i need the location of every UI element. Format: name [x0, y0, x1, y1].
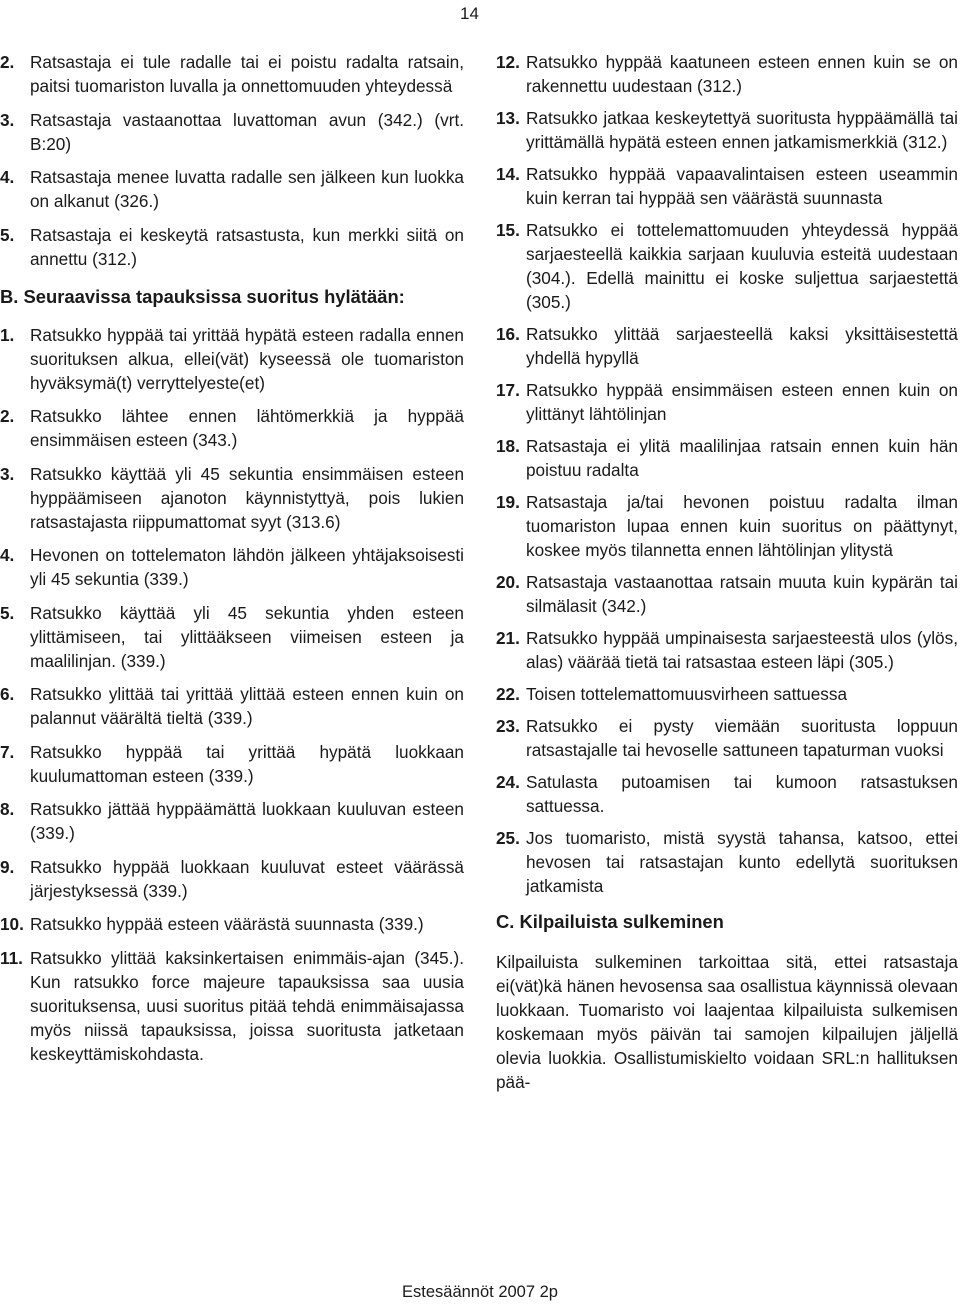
item-number: 2. [0, 406, 15, 426]
item-text: Ratsukko ylittää sarjaesteellä kaksi yksittäisestettä yhdellä hypyllä [526, 324, 958, 368]
item-text: Ratsukko hyppää ensimmäisen esteen ennen kuin on ylittänyt lähtölinjan [526, 380, 958, 424]
item-text: Ratsukko käyttää yli 45 sekuntia ensimmäisen esteen hyppäämiseen ajanoton käynnistyttyä, pois lukien ratsastajasta riippumattomat syyt (313.6) [30, 463, 464, 532]
item-text: Ratsastaja ei ylitä maalilinjaa ratsain ennen kuin hän poistuu radalta [526, 436, 958, 480]
rule-list-right [496, 50, 958, 898]
item-text: Ratsukko jatkaa keskeytettyä suoritusta hyppäämällä tai yrittämällä hypätä esteen ennen jatkamismerkkiä (312.) [526, 108, 958, 152]
item-text: Ratsukko hyppää tai yrittää hypätä luokkaan kuulumattoman esteen (339.) [30, 741, 464, 786]
list-item [496, 770, 958, 818]
item-number: 23. [496, 716, 520, 736]
item-number: 5. [0, 602, 15, 623]
item-text: Ratsukko ylittää tai yrittää ylittää esteen ennen kuin on palannut väärältä tieltä (339.) [30, 684, 464, 728]
item-number: 7. [0, 741, 15, 762]
item-number: 4. [0, 545, 15, 565]
item-number: 20. [496, 572, 520, 592]
list-item [496, 322, 958, 370]
item-number: 12. [496, 52, 520, 72]
list-item [0, 223, 464, 271]
item-text: Ratsastaja ja/tai hevonen poistuu radalta ilman tuomariston lupaa ennen kuin suoritus on päättynyt, koskee myös tilannetta ennen lähtölinjan ylitystä [526, 492, 958, 560]
item-number: 2. [0, 52, 15, 72]
item-text: Ratsukko hyppää luokkaan kuuluvat esteet väärässä järjestyksessä (339.) [30, 856, 464, 901]
item-number: 3. [0, 463, 15, 484]
item-text: Ratsukko ylittää kaksinkertaisen enimmäis-ajan (345.). Kun ratsukko force majeure tapauksissa saa uusia suorituksensa, uusi suoritus pitää tehdä enimmäisajassa myös niissä tapauksissa, joissa suoritusta jatketaan keskeyttämiskohdasta. [30, 947, 464, 1064]
item-number: 8. [0, 799, 15, 819]
item-number: 24. [496, 772, 520, 792]
item-number: 22. [496, 684, 520, 704]
list-item [0, 797, 464, 845]
list-item [496, 50, 958, 98]
list-item [496, 490, 958, 562]
item-text: Toisen tottelemattomuusvirheen sattuessa [526, 684, 848, 704]
item-number: 3. [0, 109, 15, 130]
page-footer: Estesäännöt 2007 2p [402, 1283, 558, 1301]
rule-list-top [0, 50, 464, 271]
item-number: 19. [496, 492, 520, 512]
item-text: Ratsastaja menee luvatta radalle sen jälkeen kun luokka on alkanut (326.) [30, 167, 464, 211]
item-text: Ratsukko ei tottelemattomuuden yhteydessä hyppää sarjaesteellä kaikkia sarjaan kuuluvia esteitä uudestaan (304.). Edellä mainittu ei koske suljettua sarjaestettä (305.) [526, 220, 958, 312]
list-item [496, 626, 958, 674]
item-text: Hevonen on tottelematon lähdön jälkeen yhtäjaksoisesti yli 45 sekuntia (339.) [30, 545, 464, 589]
section-c-paragraph: Kilpailuista sulkeminen tarkoittaa sitä, ettei ratsastaja ei(vät)kä hänen hevosensa saa osallistua käynnissä olevaan luokkaan. Tuomaristo voi laajentaa kilpailuista sulkemisen koskemaan myös päivän tai samojen kilpailujen jäljellä olevia luokkia. Osallistumiskielto voidaan SRL:n hallituksen pää- [496, 952, 958, 1092]
section-b-title: Seuraavissa tapauksissa suoritus hylätään: [23, 285, 405, 307]
list-item [0, 323, 464, 395]
item-number: 15. [496, 220, 520, 240]
item-number: 9. [0, 856, 15, 877]
list-item [496, 570, 958, 618]
list-item [496, 682, 958, 706]
list-item [0, 462, 464, 534]
section-b-heading [0, 285, 464, 309]
item-text: Ratsastaja vastaanottaa luvattoman avun (342.) (vrt. B:20) [30, 109, 464, 154]
list-item [0, 543, 464, 591]
list-item [0, 946, 464, 1066]
item-text: Ratsukko ei pysty viemään suoritusta loppuun ratsastajalle tai hevoselle sattuneen tapaturman vuoksi [526, 716, 958, 760]
list-item [0, 601, 464, 673]
item-text: Ratsukko hyppää tai yrittää hypätä esteen radalla ennen suorituksen alkua, ellei(vät) kyseessä ole tuomariston hyväksymä(t) verryttelyeste(et) [30, 324, 464, 393]
list-item [0, 855, 464, 903]
item-number: 10. [0, 914, 24, 934]
item-number: 21. [496, 628, 520, 648]
list-item [0, 912, 464, 936]
page-number: 14 [460, 4, 479, 23]
item-number: 6. [0, 684, 15, 704]
item-number: 13. [496, 108, 520, 128]
item-number: 25. [496, 828, 520, 848]
item-number: 4. [0, 167, 15, 187]
list-item [496, 218, 958, 314]
section-b-number: B. [0, 285, 19, 307]
item-number: 11. [0, 947, 23, 968]
item-text: Jos tuomaristo, mistä syystä tahansa, katsoo, ettei hevosen tai ratsastajan kunto edellytä suorituksen jatkamista [526, 828, 958, 896]
item-number: 14. [496, 164, 520, 184]
list-item [496, 714, 958, 762]
item-text: Ratsukko käyttää yli 45 sekuntia yhden esteen ylittämiseen, tai ylittääkseen viimeisen esteen ja maalilinjan. (339.) [30, 602, 464, 671]
list-item [496, 162, 958, 210]
item-number: 16. [496, 324, 520, 344]
item-number: 18. [496, 436, 520, 456]
rule-list-section-b [0, 323, 464, 1066]
item-text: Ratsukko hyppää kaatuneen esteen ennen kuin se on rakennettu uudestaan (312.) [526, 52, 958, 96]
item-text: Ratsastaja ei tule radalle tai ei poistu radalta ratsain, paitsi tuomariston luvalla ja onnettomuuden yhteydessä [30, 52, 464, 96]
list-item [0, 404, 464, 452]
item-text: Ratsukko lähtee ennen lähtömerkkiä ja hyppää ensimmäisen esteen (343.) [30, 406, 464, 450]
item-number: 1. [0, 324, 15, 345]
list-item [0, 165, 464, 213]
list-item [0, 108, 464, 156]
item-text: Ratsukko hyppää vapaavalintaisen esteen useammin kuin kerran tai hyppää sen väärästä suunnasta [526, 164, 958, 208]
list-item [496, 378, 958, 426]
item-text: Ratsukko jättää hyppäämättä luokkaan kuuluvan esteen (339.) [30, 799, 464, 843]
item-text: Ratsastaja vastaanottaa ratsain muuta kuin kypärän tai silmälasit (342.) [526, 572, 958, 616]
list-item [0, 682, 464, 730]
left-column [0, 50, 464, 1075]
list-item [496, 434, 958, 482]
list-item [496, 106, 958, 154]
list-item [0, 50, 464, 98]
item-text: Ratsukko hyppää esteen väärästä suunnasta (339.) [30, 914, 424, 934]
list-item [496, 826, 958, 898]
item-text: Ratsastaja ei keskeytä ratsastusta, kun merkki siitä on annettu (312.) [30, 224, 464, 269]
item-number: 5. [0, 224, 15, 245]
item-number: 17. [496, 380, 520, 400]
item-text: Satulasta putoamisen tai kumoon ratsastuksen sattuessa. [526, 772, 958, 816]
list-item [0, 740, 464, 788]
item-text: Ratsukko hyppää umpinaisesta sarjaesteestä ulos (ylös, alas) väärää tietä tai ratsastaa esteen läpi (305.) [526, 628, 958, 672]
section-c-heading: C. Kilpailuista sulkeminen [496, 911, 724, 932]
right-column [496, 50, 958, 1094]
